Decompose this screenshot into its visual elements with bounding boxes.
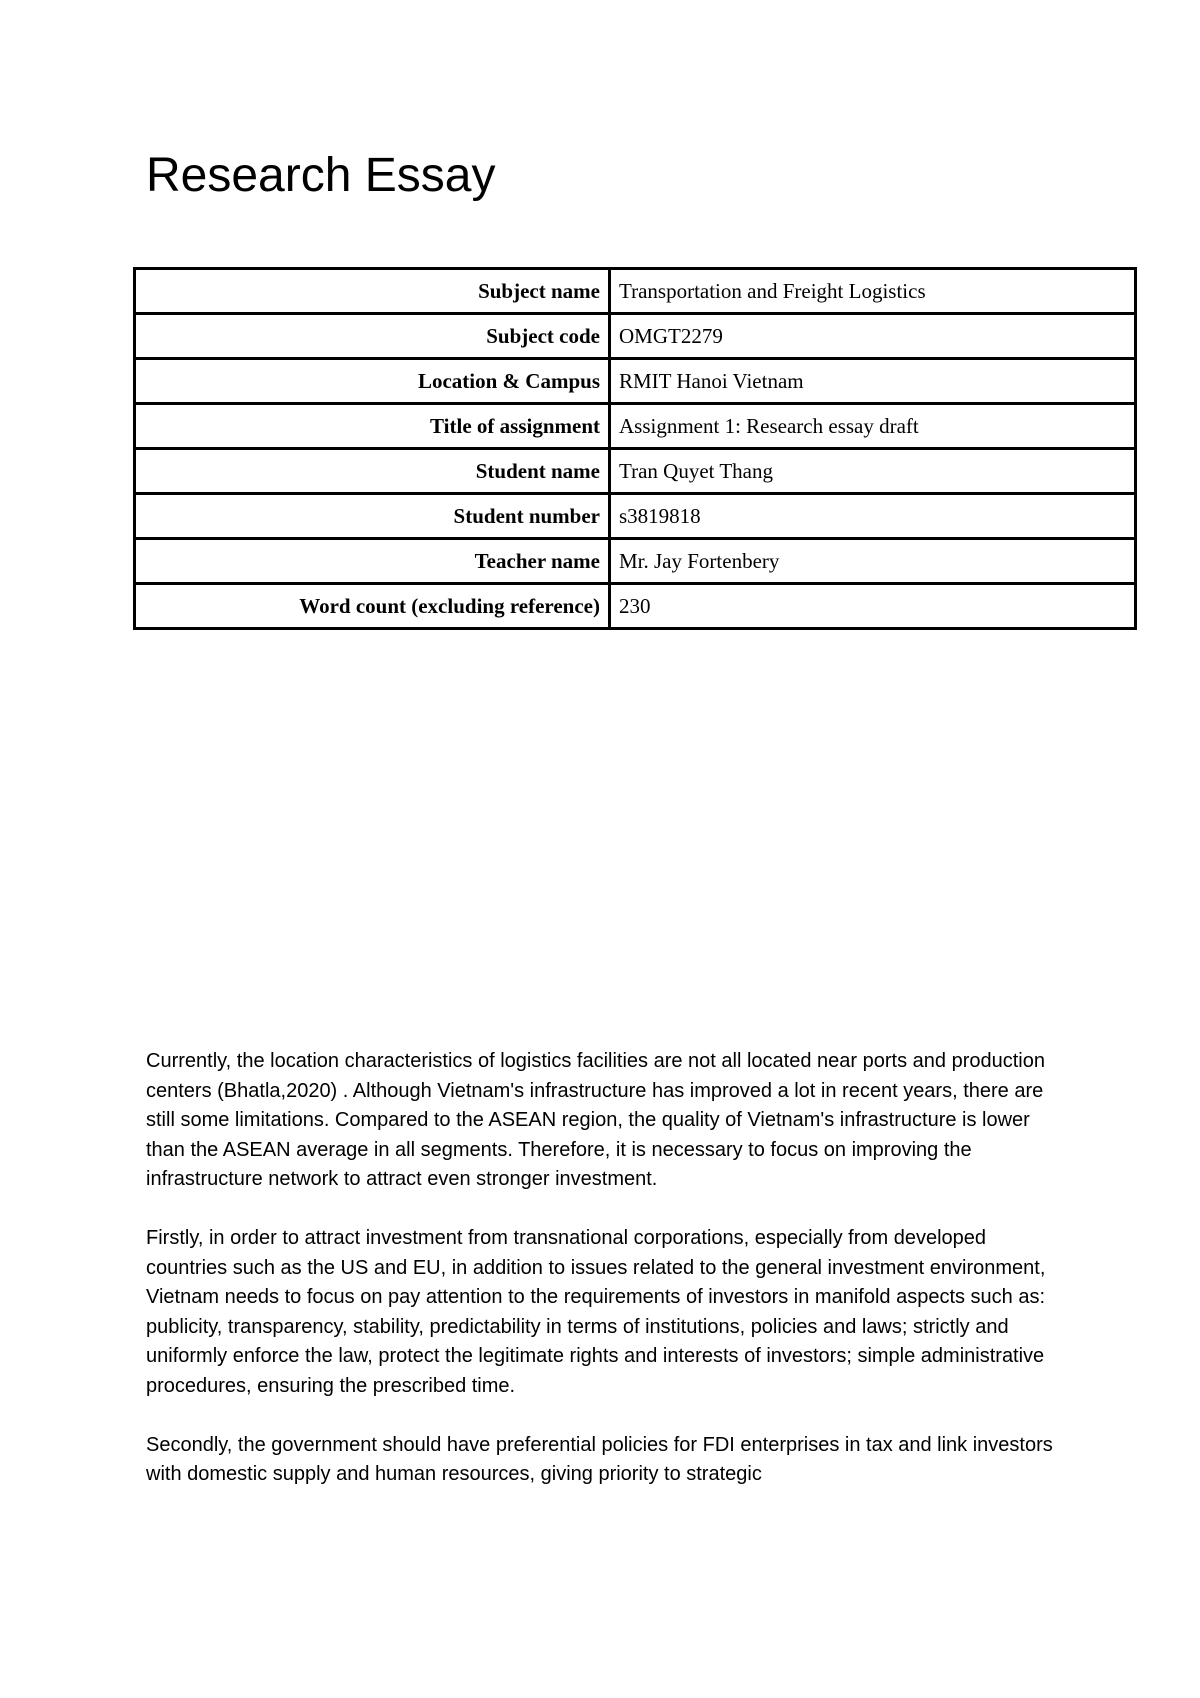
- row-label: Title of assignment: [135, 404, 610, 449]
- essay-body: [146, 1047, 1066, 1519]
- essay-paragraph: Firstly, in order to attract investment from transnational corporations, especially from developed countries such as the US and EU, in addition to issues related to the general investment environment, Vietnam needs to focus on pay attention to the requirements of investors in manifold aspects such as: publicity, transparency, stability, predictability in terms of institutions, policies and laws; strictly and uniformly enforce the law, protect the legitimate rights and interests of investors; simple administrative procedures, ensuring the prescribed time.: [146, 1227, 1046, 1397]
- table-row: [135, 494, 1136, 539]
- table-row: [135, 449, 1136, 494]
- assignment-info-table: [133, 267, 1137, 630]
- row-label: Teacher name: [135, 539, 610, 584]
- row-label: Subject code: [135, 314, 610, 359]
- table-row: [135, 584, 1136, 629]
- row-value: OMGT2279: [610, 314, 1136, 359]
- row-label: Subject name: [135, 269, 610, 314]
- row-value: Mr. Jay Fortenbery: [610, 539, 1136, 584]
- row-label: Location & Campus: [135, 359, 610, 404]
- table-row: [135, 359, 1136, 404]
- table-row: [135, 404, 1136, 449]
- row-value: Tran Quyet Thang: [610, 449, 1136, 494]
- row-value: Assignment 1: Research essay draft: [610, 404, 1136, 449]
- table-row: [135, 539, 1136, 584]
- row-label: Student name: [135, 449, 610, 494]
- row-value: Transportation and Freight Logistics: [610, 269, 1136, 314]
- table-row: [135, 269, 1136, 314]
- row-label: Word count (excluding reference): [135, 584, 610, 629]
- table-row: [135, 314, 1136, 359]
- row-label: Student number: [135, 494, 610, 539]
- essay-paragraph: Currently, the location characteristics of logistics facilities are not all located near ports and production centers (Bhatla,2020) . Although Vietnam's infrastructure has improved a lot in recent years, there are still some limitations. Compared to the ASEAN region, the quality of Vietnam's infrastructure is lower than the ASEAN average in all segments. Therefore, it is necessary to focus on improving the infrastructure network to attract even stronger investment.: [146, 1050, 1045, 1190]
- row-value: 230: [610, 584, 1136, 629]
- document-title: Research Essay: [146, 149, 496, 202]
- row-value: RMIT Hanoi Vietnam: [610, 359, 1136, 404]
- row-value: s3819818: [610, 494, 1136, 539]
- essay-paragraph: Secondly, the government should have preferential policies for FDI enterprises in tax and link investors with domestic supply and human resources, giving priority to strategic: [146, 1433, 1053, 1485]
